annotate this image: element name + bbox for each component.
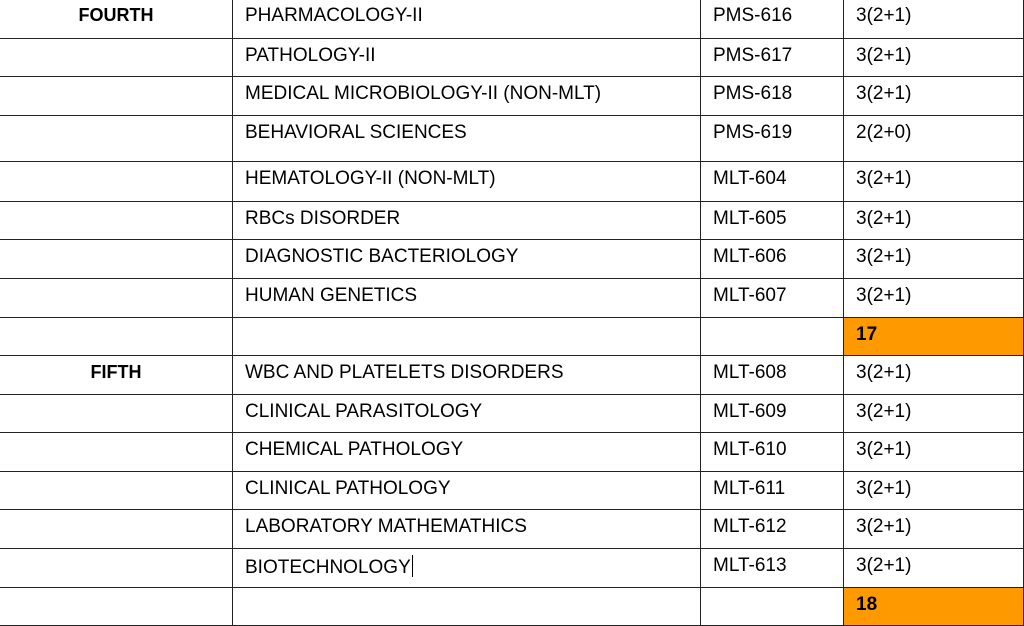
semester-cell <box>0 116 233 162</box>
course-title: MEDICAL MICROBIOLOGY-II (NON-MLT) <box>233 77 701 116</box>
semester-cell <box>0 279 233 318</box>
semester-cell <box>0 549 233 588</box>
course-code: MLT-612 <box>701 510 844 549</box>
course-title: CHEMICAL PATHOLOGY <box>233 433 701 472</box>
course-code: MLT-611 <box>701 472 844 510</box>
credit-total: 17 <box>844 318 1024 356</box>
course-code: PMS-619 <box>701 116 844 162</box>
semester-cell <box>0 433 233 472</box>
semester-cell <box>0 472 233 510</box>
semester-cell <box>0 77 233 116</box>
course-credits: 3(2+1) <box>844 510 1024 549</box>
course-credits: 3(2+1) <box>844 549 1024 588</box>
course-credits: 3(2+1) <box>844 202 1024 240</box>
course-credits: 3(2+1) <box>844 395 1024 433</box>
course-title: HEMATOLOGY-II (NON-MLT) <box>233 162 701 202</box>
course-title: BEHAVIORAL SCIENCES <box>233 116 701 162</box>
table-row <box>0 0 1024 39</box>
table-row <box>0 77 1024 116</box>
table-row <box>0 116 1024 162</box>
empty-cell <box>701 318 844 356</box>
table-row <box>0 433 1024 472</box>
course-code: MLT-613 <box>701 549 844 588</box>
table-row <box>0 202 1024 240</box>
table-row <box>0 162 1024 202</box>
course-title: BIOTECHNOLOGY <box>245 557 411 578</box>
semester-cell <box>0 240 233 279</box>
semester-label: FOURTH <box>0 0 233 39</box>
course-credits: 2(2+0) <box>844 116 1024 162</box>
semester-cell <box>0 588 233 626</box>
course-credits: 3(2+1) <box>844 39 1024 77</box>
table-row <box>0 240 1024 279</box>
empty-cell <box>233 318 701 356</box>
course-title-cell[interactable] <box>233 549 701 588</box>
total-row <box>0 318 1024 356</box>
empty-cell <box>701 588 844 626</box>
table-row <box>0 279 1024 318</box>
course-title: LABORATORY MATHEMATHICS <box>233 510 701 549</box>
course-credits: 3(2+1) <box>844 162 1024 202</box>
course-title: PATHOLOGY-II <box>233 39 701 77</box>
table-row <box>0 472 1024 510</box>
course-code: MLT-604 <box>701 162 844 202</box>
course-title: CLINICAL PARASITOLOGY <box>233 395 701 433</box>
course-title: RBCs DISORDER <box>233 202 701 240</box>
semester-cell <box>0 162 233 202</box>
course-title: WBC AND PLATELETS DISORDERS <box>233 356 701 395</box>
table-row <box>0 356 1024 395</box>
table-row <box>0 510 1024 549</box>
course-title: CLINICAL PATHOLOGY <box>233 472 701 510</box>
table-row <box>0 549 1024 588</box>
total-row <box>0 588 1024 626</box>
empty-cell <box>233 588 701 626</box>
course-credits: 3(2+1) <box>844 472 1024 510</box>
course-title: PHARMACOLOGY-II <box>233 0 701 39</box>
course-title: DIAGNOSTIC BACTERIOLOGY <box>233 240 701 279</box>
course-credits: 3(2+1) <box>844 77 1024 116</box>
semester-cell <box>0 318 233 356</box>
course-credits: 3(2+1) <box>844 356 1024 395</box>
course-code: MLT-610 <box>701 433 844 472</box>
course-code: MLT-605 <box>701 202 844 240</box>
table-row <box>0 39 1024 77</box>
course-title: HUMAN GENETICS <box>233 279 701 318</box>
course-credits: 3(2+1) <box>844 433 1024 472</box>
text-cursor <box>412 555 413 577</box>
semester-cell <box>0 395 233 433</box>
semester-cell <box>0 39 233 77</box>
table-row <box>0 395 1024 433</box>
course-code: MLT-607 <box>701 279 844 318</box>
credit-total: 18 <box>844 588 1024 626</box>
course-code: MLT-606 <box>701 240 844 279</box>
course-credits: 3(2+1) <box>844 0 1024 39</box>
course-code: MLT-609 <box>701 395 844 433</box>
course-code: PMS-616 <box>701 0 844 39</box>
course-code: MLT-608 <box>701 356 844 395</box>
course-credits: 3(2+1) <box>844 279 1024 318</box>
semester-label: FIFTH <box>0 356 233 395</box>
semester-cell <box>0 510 233 549</box>
course-credits: 3(2+1) <box>844 240 1024 279</box>
course-code: PMS-618 <box>701 77 844 116</box>
semester-cell <box>0 202 233 240</box>
course-code: PMS-617 <box>701 39 844 77</box>
